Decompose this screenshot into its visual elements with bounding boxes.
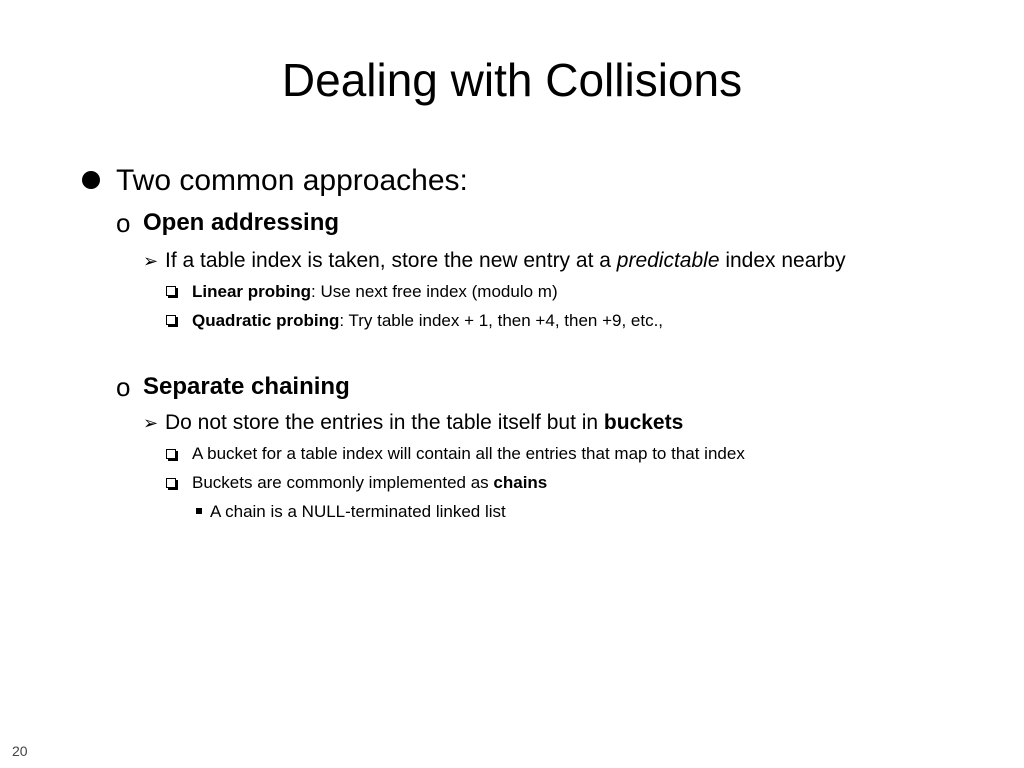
separate-chaining-detail-bold: buckets	[603, 411, 684, 434]
bucket-implementation-pre: Buckets are commonly implemented as	[192, 473, 494, 492]
open-addressing-detail	[165, 248, 846, 274]
open-addressing-detail-post: index nearby	[719, 249, 846, 272]
linear-probing-label: Linear probing	[192, 282, 311, 301]
quadratic-probing-text	[192, 310, 663, 332]
checkbox-bullet-icon	[166, 449, 176, 459]
separate-chaining-detail	[165, 410, 683, 436]
hollow-circle-bullet-icon: o	[116, 208, 131, 238]
checkbox-bullet-icon	[166, 478, 176, 488]
quadratic-probing-description: : Try table index + 1, then +4, then +9, etc.,	[339, 311, 664, 330]
bucket-implementation-text	[192, 472, 547, 494]
slide-number: 20	[12, 743, 28, 759]
separate-chaining-detail-pre: Do not store the entries in the table itself but in	[165, 411, 604, 434]
linear-probing-text	[192, 281, 558, 303]
hollow-circle-bullet-icon: o	[116, 372, 131, 402]
checkbox-bullet-icon	[166, 315, 176, 325]
chain-definition-text: A chain is a NULL-terminated linked list	[210, 502, 506, 521]
bucket-implementation-bold: chains	[493, 473, 548, 492]
linear-probing-description: : Use next free index (modulo m)	[311, 282, 558, 301]
filled-circle-bullet-icon	[82, 171, 100, 189]
separate-chaining-heading: Separate chaining	[143, 373, 350, 400]
open-addressing-heading: Open addressing	[143, 209, 340, 236]
quadratic-probing-label: Quadratic probing	[192, 311, 340, 330]
slide-title: Dealing with Collisions	[281, 54, 743, 106]
square-bullet-icon	[196, 508, 202, 514]
open-addressing-detail-emphasis: predictable	[616, 249, 720, 272]
checkbox-bullet-icon	[166, 286, 176, 296]
arrowhead-bullet-icon: ➢	[143, 251, 159, 271]
open-addressing-detail-pre: If a table index is taken, store the new entry at a	[165, 249, 617, 272]
bullet-intro-text: Two common approaches:	[116, 164, 468, 197]
bucket-description-text: A bucket for a table index will contain all the entries that map to that index	[192, 444, 745, 463]
arrowhead-bullet-icon: ➢	[143, 413, 159, 433]
